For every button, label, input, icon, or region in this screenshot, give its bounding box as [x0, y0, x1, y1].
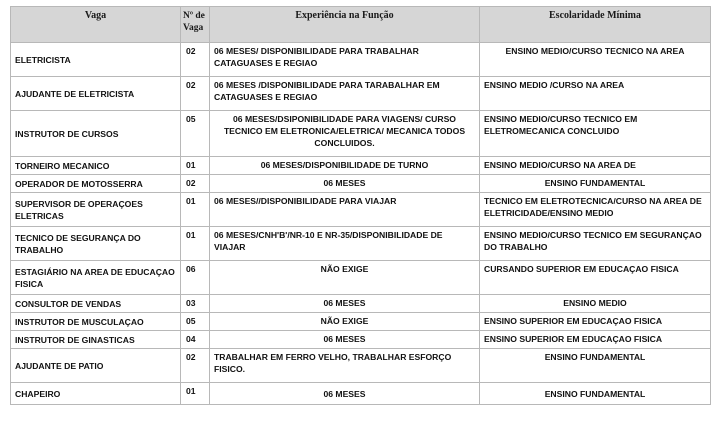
cell-escolaridade: ENSINO MEDIO/CURSO NA AREA DE	[480, 157, 711, 175]
cell-escolaridade: ENSINO MEDIO /CURSO NA AREA	[480, 77, 711, 111]
cell-escolaridade: ENSINO MEDIO/CURSO TECNICO EM ELETROMECANICA CONCLUIDO	[480, 111, 711, 157]
cell-numero: 03	[181, 295, 210, 313]
header-numero: Nº de Vaga	[181, 7, 210, 43]
cell-numero: 01	[181, 157, 210, 175]
table-row	[11, 261, 711, 295]
table-row	[11, 157, 711, 175]
cell-escolaridade: ENSINO MEDIO/CURSO TECNICO NA AREA	[480, 43, 711, 77]
job-openings-table	[10, 6, 711, 405]
cell-escolaridade: ENSINO MEDIO/CURSO TECNICO EM SEGURANÇAO DO TRABALHO	[480, 227, 711, 261]
cell-experiencia: 06 MESES/CNH'B'/NR-10 E NR-35/DISPONIBILIDADE DE VIAJAR	[210, 227, 480, 261]
cell-experiencia: 06 MESES /DISPONIBILIDADE PARA TARABALHAR EM CATAGUASES E REGIAO	[210, 77, 480, 111]
cell-vaga: INSTRUTOR DE MUSCULAÇAO	[11, 313, 181, 331]
cell-vaga: AJUDANTE DE ELETRICISTA	[11, 77, 181, 111]
cell-vaga: ELETRICISTA	[11, 43, 181, 77]
cell-experiencia: 06 MESES//DISPONIBILIDADE PARA VIAJAR	[210, 193, 480, 227]
cell-experiencia: TRABALHAR EM FERRO VELHO, TRABALHAR ESFORÇO FISICO.	[210, 349, 480, 383]
cell-numero: 02	[181, 349, 210, 383]
cell-escolaridade: ENSINO MEDIO	[480, 295, 711, 313]
cell-numero: 05	[181, 111, 210, 157]
cell-vaga: TECNICO DE SEGURANÇA DO TRABALHO	[11, 227, 181, 261]
cell-numero: 01	[181, 383, 210, 405]
cell-escolaridade: ENSINO FUNDAMENTAL	[480, 383, 711, 405]
cell-numero: 04	[181, 331, 210, 349]
table-row	[11, 193, 711, 227]
cell-numero: 01	[181, 227, 210, 261]
cell-experiencia: 06 MESES/ DISPONIBILIDADE PARA TRABALHAR CATAGUASES E REGIAO	[210, 43, 480, 77]
cell-numero: 01	[181, 193, 210, 227]
cell-experiencia: 06 MESES/DISPONIBILIDADE DE TURNO	[210, 157, 480, 175]
table-row	[11, 313, 711, 331]
table-row	[11, 175, 711, 193]
cell-experiencia: 06 MESES	[210, 295, 480, 313]
cell-numero: 05	[181, 313, 210, 331]
table-row	[11, 227, 711, 261]
cell-escolaridade: CURSANDO SUPERIOR EM EDUCAÇAO FISICA	[480, 261, 711, 295]
cell-vaga: INSTRUTOR DE CURSOS	[11, 111, 181, 157]
header-escolaridade: Escolaridade Mínima	[480, 7, 711, 43]
cell-vaga: OPERADOR DE MOTOSSERRA	[11, 175, 181, 193]
cell-experiencia: 06 MESES	[210, 175, 480, 193]
cell-vaga: CHAPEIRO	[11, 383, 181, 405]
table-row	[11, 383, 711, 405]
cell-experiencia: NÃO EXIGE	[210, 261, 480, 295]
cell-experiencia: NÃO EXIGE	[210, 313, 480, 331]
cell-escolaridade: TECNICO EM ELETROTECNICA/CURSO NA AREA DE ELETRICIDADE/ENSINO MEDIO	[480, 193, 711, 227]
cell-vaga: INSTRUTOR DE GINASTICAS	[11, 331, 181, 349]
header-vaga: Vaga	[11, 7, 181, 43]
cell-escolaridade: ENSINO SUPERIOR EM EDUCAÇAO FISICA	[480, 331, 711, 349]
cell-escolaridade: ENSINO SUPERIOR EM EDUCAÇAO FISICA	[480, 313, 711, 331]
table-header-row	[11, 7, 711, 43]
cell-vaga: AJUDANTE DE PATIO	[11, 349, 181, 383]
table-row	[11, 349, 711, 383]
header-experiencia: Experiência na Função	[210, 7, 480, 43]
cell-numero: 02	[181, 77, 210, 111]
cell-vaga: CONSULTOR DE VENDAS	[11, 295, 181, 313]
cell-numero: 02	[181, 43, 210, 77]
cell-numero: 02	[181, 175, 210, 193]
cell-experiencia: 06 MESES	[210, 383, 480, 405]
table-row	[11, 295, 711, 313]
table-row	[11, 331, 711, 349]
table-row	[11, 43, 711, 77]
cell-numero: 06	[181, 261, 210, 295]
cell-escolaridade: ENSINO FUNDAMENTAL	[480, 175, 711, 193]
cell-vaga: TORNEIRO MECANICO	[11, 157, 181, 175]
cell-experiencia: 06 MESES/DSIPONIBILIDADE PARA VIAGENS/ CURSO TECNICO EM ELETRONICA/ELETRICA/ MECANICA TODOS CONCLUIDOS.	[210, 111, 480, 157]
cell-vaga: SUPERVISOR DE OPERAÇOES ELETRICAS	[11, 193, 181, 227]
cell-escolaridade: ENSINO FUNDAMENTAL	[480, 349, 711, 383]
cell-vaga: ESTAGIÁRIO NA AREA DE EDUCAÇAO FISICA	[11, 261, 181, 295]
job-openings-table-container	[10, 6, 710, 405]
table-row	[11, 111, 711, 157]
cell-experiencia: 06 MESES	[210, 331, 480, 349]
table-row	[11, 77, 711, 111]
